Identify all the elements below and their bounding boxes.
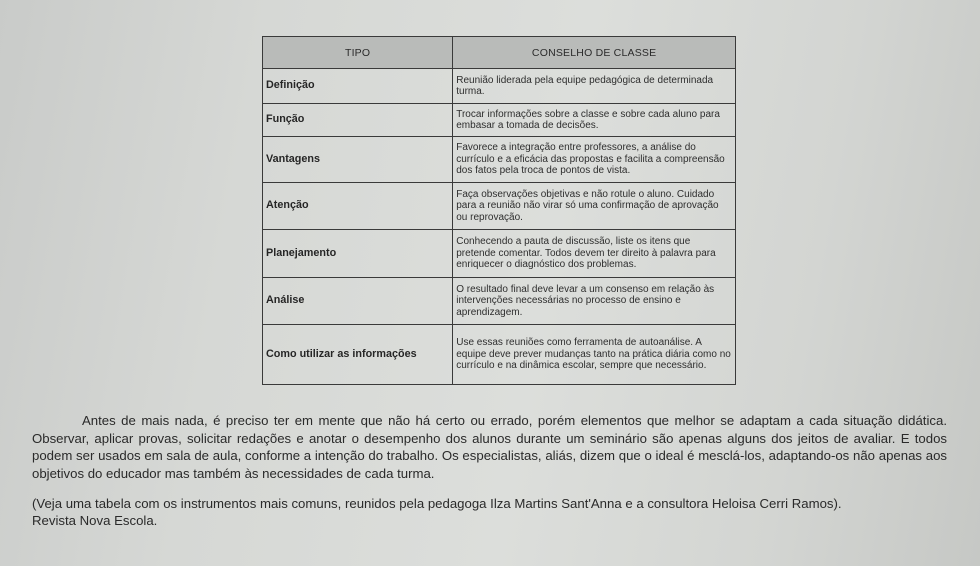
table-row: [263, 137, 736, 183]
table-row: [263, 325, 736, 385]
conselho-de-classe-table: [262, 36, 736, 385]
table-row: [263, 104, 736, 137]
row-label: Análise: [263, 278, 453, 325]
row-label: Planejamento: [263, 230, 453, 278]
row-text: Faça observações objetivas e não rotule o aluno. Cuidado para a reunião não virar só uma confirmação de aprovação ou reprovação.: [453, 183, 736, 230]
row-text: Reunião liderada pela equipe pedagógica de determinada turma.: [453, 69, 736, 104]
row-label: Função: [263, 104, 453, 137]
row-text: Favorece a integração entre professores, a análise do currículo e a eficácia das propostas e facilita a compreensão dos fatos pela troca de pontos de vista.: [453, 137, 736, 183]
row-text: Conhecendo a pauta de discussão, liste os itens que pretende comentar. Todos devem ter direito à palavra para enriquecer o diagnóstico dos problemas.: [453, 230, 736, 278]
table-row: [263, 278, 736, 325]
row-text: Trocar informações sobre a classe e sobre cada aluno para embasar a tomada de decisões.: [453, 104, 736, 137]
row-text: Use essas reuniões como ferramenta de autoanálise. A equipe deve prever mudanças tanto na prática diária como no currículo e na dinâmica escolar, sempre que necessário.: [453, 325, 736, 385]
row-label: Vantagens: [263, 137, 453, 183]
table-row: [263, 230, 736, 278]
row-text: O resultado final deve levar a um consenso em relação às intervenções necessárias no processo de ensino e aprendizagem.: [453, 278, 736, 325]
header-conselho-de-classe: CONSELHO DE CLASSE: [453, 37, 736, 69]
row-label: Definição: [263, 69, 453, 104]
table-header-row: [263, 37, 736, 69]
row-label: Atenção: [263, 183, 453, 230]
header-tipo: TIPO: [263, 37, 453, 69]
body-paragraph: Antes de mais nada, é preciso ter em mente que não há certo ou errado, porém elementos que melhor se adaptam a cada situação didática. Observar, aplicar provas, solicitar redações e anotar o desempenho dos alunos durante um seminário são apenas alguns dos jeitos de avaliar. E todos podem ser usados em sala de aula, conforme a intenção do trabalho. Os especialistas, aliás, dizem que o ideal é mesclá-los, adaptando-os não apenas aos objetivos do educador mas também às necessidades de cada turma.: [32, 413, 947, 481]
table-row: [263, 69, 736, 104]
source-citation: Revista Nova Escola.: [32, 513, 158, 528]
reference-note: (Veja uma tabela com os instrumentos mais comuns, reunidos pela pedagoga Ilza Martins Sant'Anna e a consultora Heloisa Cerri Ramos).: [32, 496, 842, 511]
table-row: [263, 183, 736, 230]
row-label: Como utilizar as informações: [263, 325, 453, 385]
